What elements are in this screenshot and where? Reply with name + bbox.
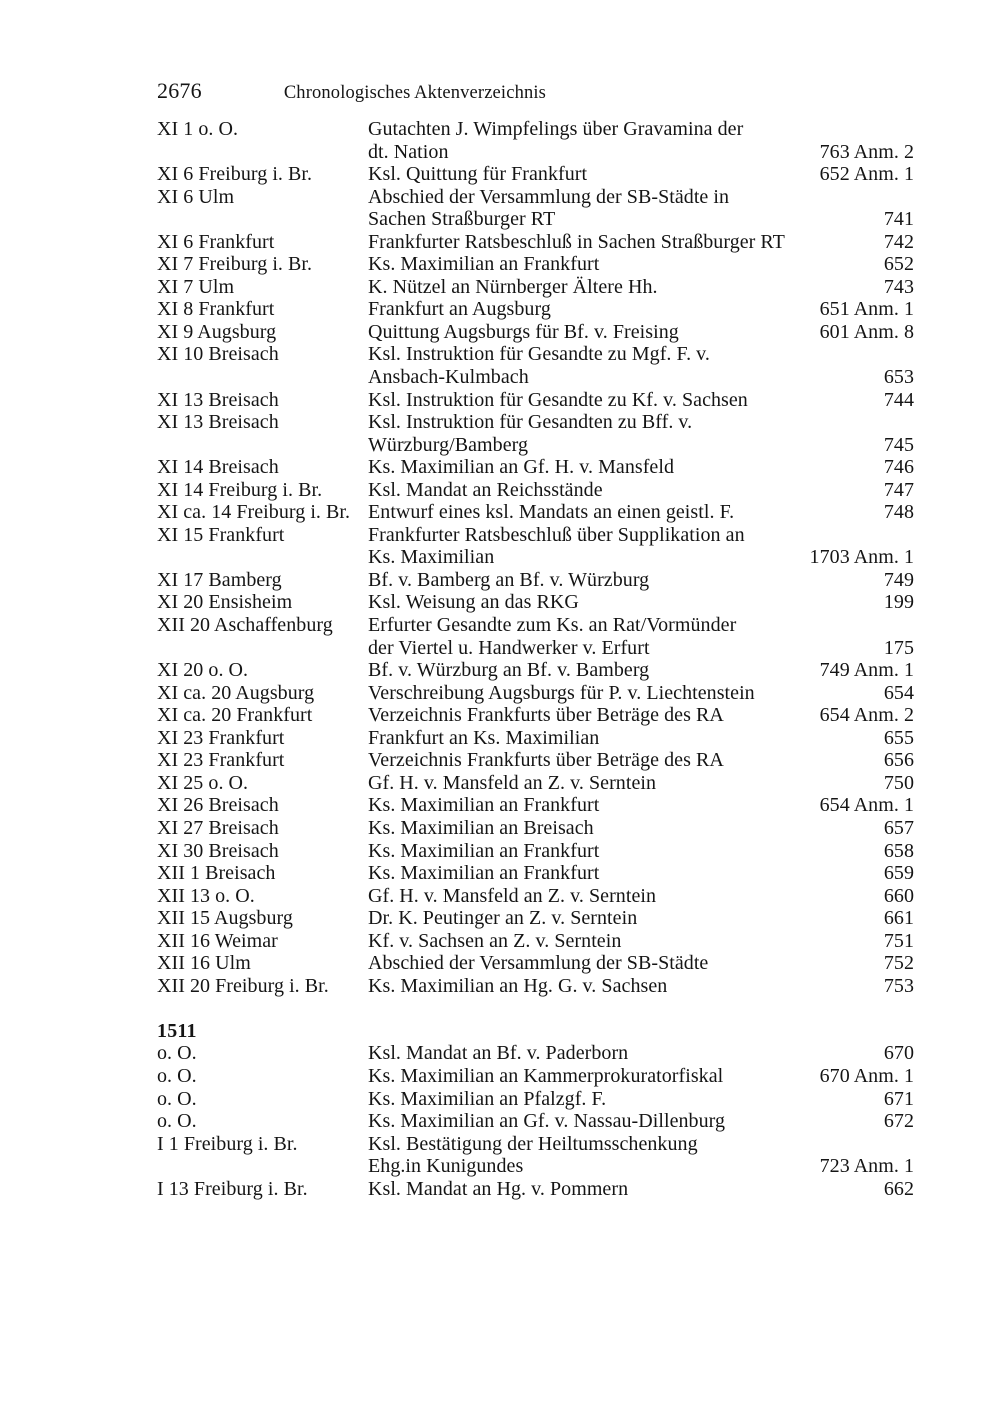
entry-date: XII 16 Weimar	[157, 929, 278, 952]
index-entry	[157, 1178, 914, 1201]
index-entry	[157, 862, 914, 885]
entry-description: Frankfurt an Ks. Maximilian	[368, 726, 600, 749]
entry-description: Ehg.in Kunigundes	[368, 1155, 524, 1178]
entry-line	[157, 637, 914, 660]
entry-date: XII 1 Breisach	[157, 862, 276, 885]
entry-description: Gutachten J. Wimpfelings über Gravamina der	[368, 118, 744, 140]
entry-date: XI 13 Breisach	[157, 388, 279, 411]
entry-line	[157, 682, 914, 705]
entry-line	[157, 231, 914, 254]
index-entry	[157, 253, 914, 276]
entry-line	[157, 659, 914, 682]
entry-date: XI 25 o. O.	[157, 771, 249, 794]
entry-page-reference: 654 Anm. 2	[819, 704, 914, 727]
entry-date: XII 13 o. O.	[157, 884, 255, 907]
entry-line	[157, 907, 914, 930]
entry-description: Gf. H. v. Mansfeld an Z. v. Serntein	[368, 884, 657, 907]
entry-description: Frankfurter Ratsbeschluß in Sachen Straßburger RT	[368, 230, 785, 253]
index-entry	[157, 749, 914, 772]
entry-line	[157, 253, 914, 276]
entry-line	[157, 862, 914, 885]
index-entry	[157, 1042, 914, 1065]
entry-date: XI 1 o. O.	[157, 118, 239, 140]
entry-description: Verschreibung Augsburgs für P. v. Liechtenstein	[368, 681, 755, 704]
entry-line	[157, 1178, 914, 1201]
index-entry	[157, 907, 914, 930]
entry-date: XI 27 Breisach	[157, 816, 279, 839]
entry-description: Abschied der Versammlung der SB-Städte	[368, 952, 709, 975]
entry-page-reference: 723 Anm. 1	[819, 1155, 914, 1178]
index-entry	[157, 659, 914, 682]
entry-line	[157, 614, 914, 637]
entry-description: Dr. K. Peutinger an Z. v. Serntein	[368, 907, 638, 930]
entry-line	[157, 118, 914, 141]
entry-page-reference: 175	[883, 636, 914, 659]
entry-date: o. O.	[157, 1110, 197, 1133]
entry-line	[157, 591, 914, 614]
entry-description: Bf. v. Bamberg an Bf. v. Würzburg	[368, 568, 650, 591]
entry-date: XI 6 Ulm	[157, 185, 235, 208]
entry-page-reference: 658	[883, 839, 914, 862]
index-entry	[157, 614, 914, 659]
entry-description: Entwurf eines ksl. Mandats an einen geistl. F.	[368, 501, 735, 524]
entry-page-reference: 747	[883, 478, 914, 501]
entry-description: Ks. Maximilian an Gf. H. v. Mansfeld	[368, 456, 675, 479]
index-entry	[157, 885, 914, 908]
entry-page-reference: 652 Anm. 1	[819, 163, 914, 186]
entry-description: Ksl. Weisung an das RKG	[368, 591, 579, 614]
entry-page-reference: 654 Anm. 1	[819, 794, 914, 817]
entry-description: Ks. Maximilian	[368, 546, 495, 569]
entry-line	[157, 343, 914, 366]
index-entry	[157, 389, 914, 412]
entry-description: Bf. v. Würzburg an Bf. v. Bamberg	[368, 659, 650, 682]
entry-line	[157, 930, 914, 953]
entry-line	[157, 727, 914, 750]
entry-date: XI 7 Ulm	[157, 275, 235, 298]
running-head-title: Chronologisches Aktenverzeichnis	[283, 83, 547, 103]
entry-description: Ksl. Mandat an Hg. v. Pommern	[368, 1177, 629, 1200]
entry-line	[157, 1155, 914, 1178]
entry-line	[157, 952, 914, 975]
entry-date: XI 6 Frankfurt	[157, 230, 275, 253]
index-entry	[157, 975, 914, 998]
entry-line	[157, 479, 914, 502]
index-entry	[157, 186, 914, 231]
index-entry	[157, 930, 914, 953]
entry-description: Frankfurter Ratsbeschluß über Supplikation an	[368, 523, 745, 546]
entry-page-reference: 654	[883, 681, 914, 704]
index-entry	[157, 298, 914, 321]
entry-date: XII 16 Ulm	[157, 952, 251, 975]
entry-description: Ks. Maximilian an Breisach	[368, 816, 594, 839]
entry-page-reference: 752	[883, 952, 914, 975]
entry-date: XI 14 Freiburg i. Br.	[157, 478, 323, 501]
entry-date: XI ca. 20 Augsburg	[157, 681, 315, 704]
entry-description: Ks. Maximilian an Frankfurt	[368, 839, 600, 862]
index-entry	[157, 456, 914, 479]
entry-date: XI 23 Frankfurt	[157, 726, 285, 749]
entry-description: Ksl. Quittung für Frankfurt	[368, 163, 588, 186]
entry-description: Ksl. Instruktion für Gesandte zu Kf. v. Sachsen	[368, 388, 748, 411]
entry-page-reference: 660	[883, 884, 914, 907]
entry-description: Gf. H. v. Mansfeld an Z. v. Serntein	[368, 771, 657, 794]
entry-date: XI 7 Freiburg i. Br.	[157, 253, 313, 276]
entry-page-reference: 601 Anm. 8	[819, 320, 914, 343]
entry-line	[157, 772, 914, 795]
entry-line	[157, 298, 914, 321]
entry-line	[157, 389, 914, 412]
entry-description: Abschied der Versammlung der SB-Städte in	[368, 185, 730, 208]
index-entry	[157, 682, 914, 705]
entry-page-reference: 653	[883, 366, 914, 389]
index-entry	[157, 1065, 914, 1088]
entry-page-reference: 746	[883, 456, 914, 479]
entry-line	[157, 1110, 914, 1133]
index-entry	[157, 479, 914, 502]
entry-line	[157, 411, 914, 434]
chronological-index	[157, 118, 914, 1200]
entry-description: Ks. Maximilian an Frankfurt	[368, 862, 600, 885]
entry-line	[157, 794, 914, 817]
entry-description: Würzburg/Bamberg	[368, 433, 529, 456]
entry-page-reference: 751	[883, 929, 914, 952]
entry-page-reference: 662	[883, 1177, 914, 1200]
entry-page-reference: 749 Anm. 1	[819, 659, 914, 682]
index-entry	[157, 1133, 914, 1178]
entry-line	[157, 501, 914, 524]
entry-line	[157, 208, 914, 231]
index-entry	[157, 163, 914, 186]
entry-description: Ksl. Instruktion für Gesandte zu Mgf. F. v.	[368, 343, 710, 366]
entry-page-reference: 656	[883, 749, 914, 772]
entry-line	[157, 456, 914, 479]
index-entry	[157, 411, 914, 456]
entry-description: Ks. Maximilian an Frankfurt	[368, 253, 600, 276]
entry-date: XI 26 Breisach	[157, 794, 279, 817]
entry-line	[157, 524, 914, 547]
entry-description: Kf. v. Sachsen an Z. v. Serntein	[368, 929, 622, 952]
index-entry	[157, 1110, 914, 1133]
entry-date: XI 9 Augsburg	[157, 320, 277, 343]
entry-date: XI 6 Freiburg i. Br.	[157, 163, 313, 186]
index-entry	[157, 118, 914, 163]
entry-page-reference: 199	[883, 591, 914, 614]
entry-line	[157, 141, 914, 164]
entry-date: XI 20 o. O.	[157, 659, 249, 682]
entry-date: o. O.	[157, 1064, 197, 1087]
entry-date: XII 20 Freiburg i. Br.	[157, 974, 329, 997]
entry-page-reference: 670	[883, 1042, 914, 1065]
entry-line	[157, 434, 914, 457]
entry-page-reference: 753	[883, 974, 914, 997]
entry-description: Ksl. Mandat an Reichsstände	[368, 478, 603, 501]
entry-description: Ksl. Mandat an Bf. v. Paderborn	[368, 1042, 629, 1065]
entry-line	[157, 885, 914, 908]
entry-page-reference: 1703 Anm. 1	[809, 546, 914, 569]
entry-date: XI 20 Ensisheim	[157, 591, 293, 614]
entry-date: XI 23 Frankfurt	[157, 749, 285, 772]
entry-description: dt. Nation	[368, 140, 449, 163]
entry-line	[157, 975, 914, 998]
index-entry	[157, 840, 914, 863]
entry-description: Ks. Maximilian an Hg. G. v. Sachsen	[368, 974, 668, 997]
index-entry	[157, 321, 914, 344]
entry-line	[157, 276, 914, 299]
entry-line	[157, 840, 914, 863]
entry-page-reference: 672	[883, 1110, 914, 1133]
entry-page-reference: 749	[883, 568, 914, 591]
entry-line	[157, 366, 914, 389]
entry-description: der Viertel u. Handwerker v. Erfurt	[368, 636, 650, 659]
index-entry	[157, 343, 914, 388]
entry-description: Ks. Maximilian an Gf. v. Nassau-Dillenburg	[368, 1110, 726, 1133]
entry-date: XII 15 Augsburg	[157, 907, 293, 930]
entry-date: XI 14 Breisach	[157, 456, 279, 479]
index-entry	[157, 591, 914, 614]
year-heading: 1511	[157, 1019, 197, 1042]
entry-date: XI ca. 14 Freiburg i. Br.	[157, 501, 351, 524]
entry-line	[157, 186, 914, 209]
entry-page-reference: 661	[883, 907, 914, 930]
entry-line	[157, 546, 914, 569]
entry-date: XI 10 Breisach	[157, 343, 279, 366]
entry-description: Frankfurt an Augsburg	[368, 298, 551, 321]
entry-page-reference: 750	[883, 771, 914, 794]
running-head	[157, 78, 912, 104]
entry-line	[157, 1088, 914, 1111]
entry-line	[157, 1065, 914, 1088]
entry-description: Ks. Maximilian an Pfalzgf. F.	[368, 1087, 607, 1110]
entry-description: Ksl. Instruktion für Gesandten zu Bff. v.	[368, 411, 693, 434]
index-entry	[157, 569, 914, 592]
entry-date: XI 15 Frankfurt	[157, 523, 285, 546]
page-number: 2676	[157, 78, 202, 103]
entry-description: Sachen Straßburger RT	[368, 208, 556, 231]
entry-page-reference: 671	[883, 1087, 914, 1110]
entry-description: Quittung Augsburgs für Bf. v. Freising	[368, 320, 679, 343]
index-entry	[157, 772, 914, 795]
entry-page-reference: 670 Anm. 1	[819, 1064, 914, 1087]
entry-page-reference: 652	[883, 253, 914, 276]
index-entry	[157, 524, 914, 569]
entry-date: XI 17 Bamberg	[157, 568, 282, 591]
entry-date: XI ca. 20 Frankfurt	[157, 704, 313, 727]
entry-page-reference: 744	[883, 388, 914, 411]
entry-page-reference: 743	[883, 275, 914, 298]
entry-page-reference: 742	[883, 230, 914, 253]
entry-description: Ks. Maximilian an Kammerprokuratorfiskal	[368, 1064, 724, 1087]
entry-description: Verzeichnis Frankfurts über Beträge des RA	[368, 749, 724, 772]
entry-description: Verzeichnis Frankfurts über Beträge des RA	[368, 704, 724, 727]
index-entry	[157, 231, 914, 254]
index-entry	[157, 817, 914, 840]
entry-line	[157, 817, 914, 840]
entry-date: o. O.	[157, 1087, 197, 1110]
entry-page-reference: 657	[883, 816, 914, 839]
entry-description: K. Nützel an Nürnberger Ältere Hh.	[368, 275, 658, 298]
entry-line	[157, 1133, 914, 1156]
entry-line	[157, 321, 914, 344]
entry-page-reference: 659	[883, 862, 914, 885]
index-entry	[157, 1088, 914, 1111]
entry-page-reference: 748	[883, 501, 914, 524]
entry-description: Ksl. Bestätigung der Heiltumsschenkung	[368, 1132, 698, 1155]
entry-date: XII 20 Aschaffenburg	[157, 614, 333, 637]
entry-date: XI 13 Breisach	[157, 411, 279, 434]
entry-description: Ks. Maximilian an Frankfurt	[368, 794, 600, 817]
entry-page-reference: 741	[883, 208, 914, 231]
index-entry	[157, 704, 914, 727]
index-entry	[157, 952, 914, 975]
entry-line	[157, 163, 914, 186]
entry-date: XI 30 Breisach	[157, 839, 279, 862]
entry-date: I 13 Freiburg i. Br.	[157, 1177, 308, 1200]
entry-description: Ansbach-Kulmbach	[368, 366, 529, 389]
index-entry	[157, 727, 914, 750]
entry-description: Erfurter Gesandte zum Ks. an Rat/Vormünder	[368, 614, 737, 637]
entry-line	[157, 1042, 914, 1065]
entry-page-reference: 655	[883, 726, 914, 749]
entry-page-reference: 745	[883, 433, 914, 456]
index-entry	[157, 276, 914, 299]
index-entry	[157, 794, 914, 817]
index-entry	[157, 501, 914, 524]
entry-date: o. O.	[157, 1042, 197, 1065]
entry-page-reference: 763 Anm. 2	[819, 140, 914, 163]
entry-page-reference: 651 Anm. 1	[819, 298, 914, 321]
entry-line	[157, 749, 914, 772]
entry-line	[157, 569, 914, 592]
entry-date: I 1 Freiburg i. Br.	[157, 1132, 298, 1155]
entry-date: XI 8 Frankfurt	[157, 298, 275, 321]
entry-line	[157, 704, 914, 727]
